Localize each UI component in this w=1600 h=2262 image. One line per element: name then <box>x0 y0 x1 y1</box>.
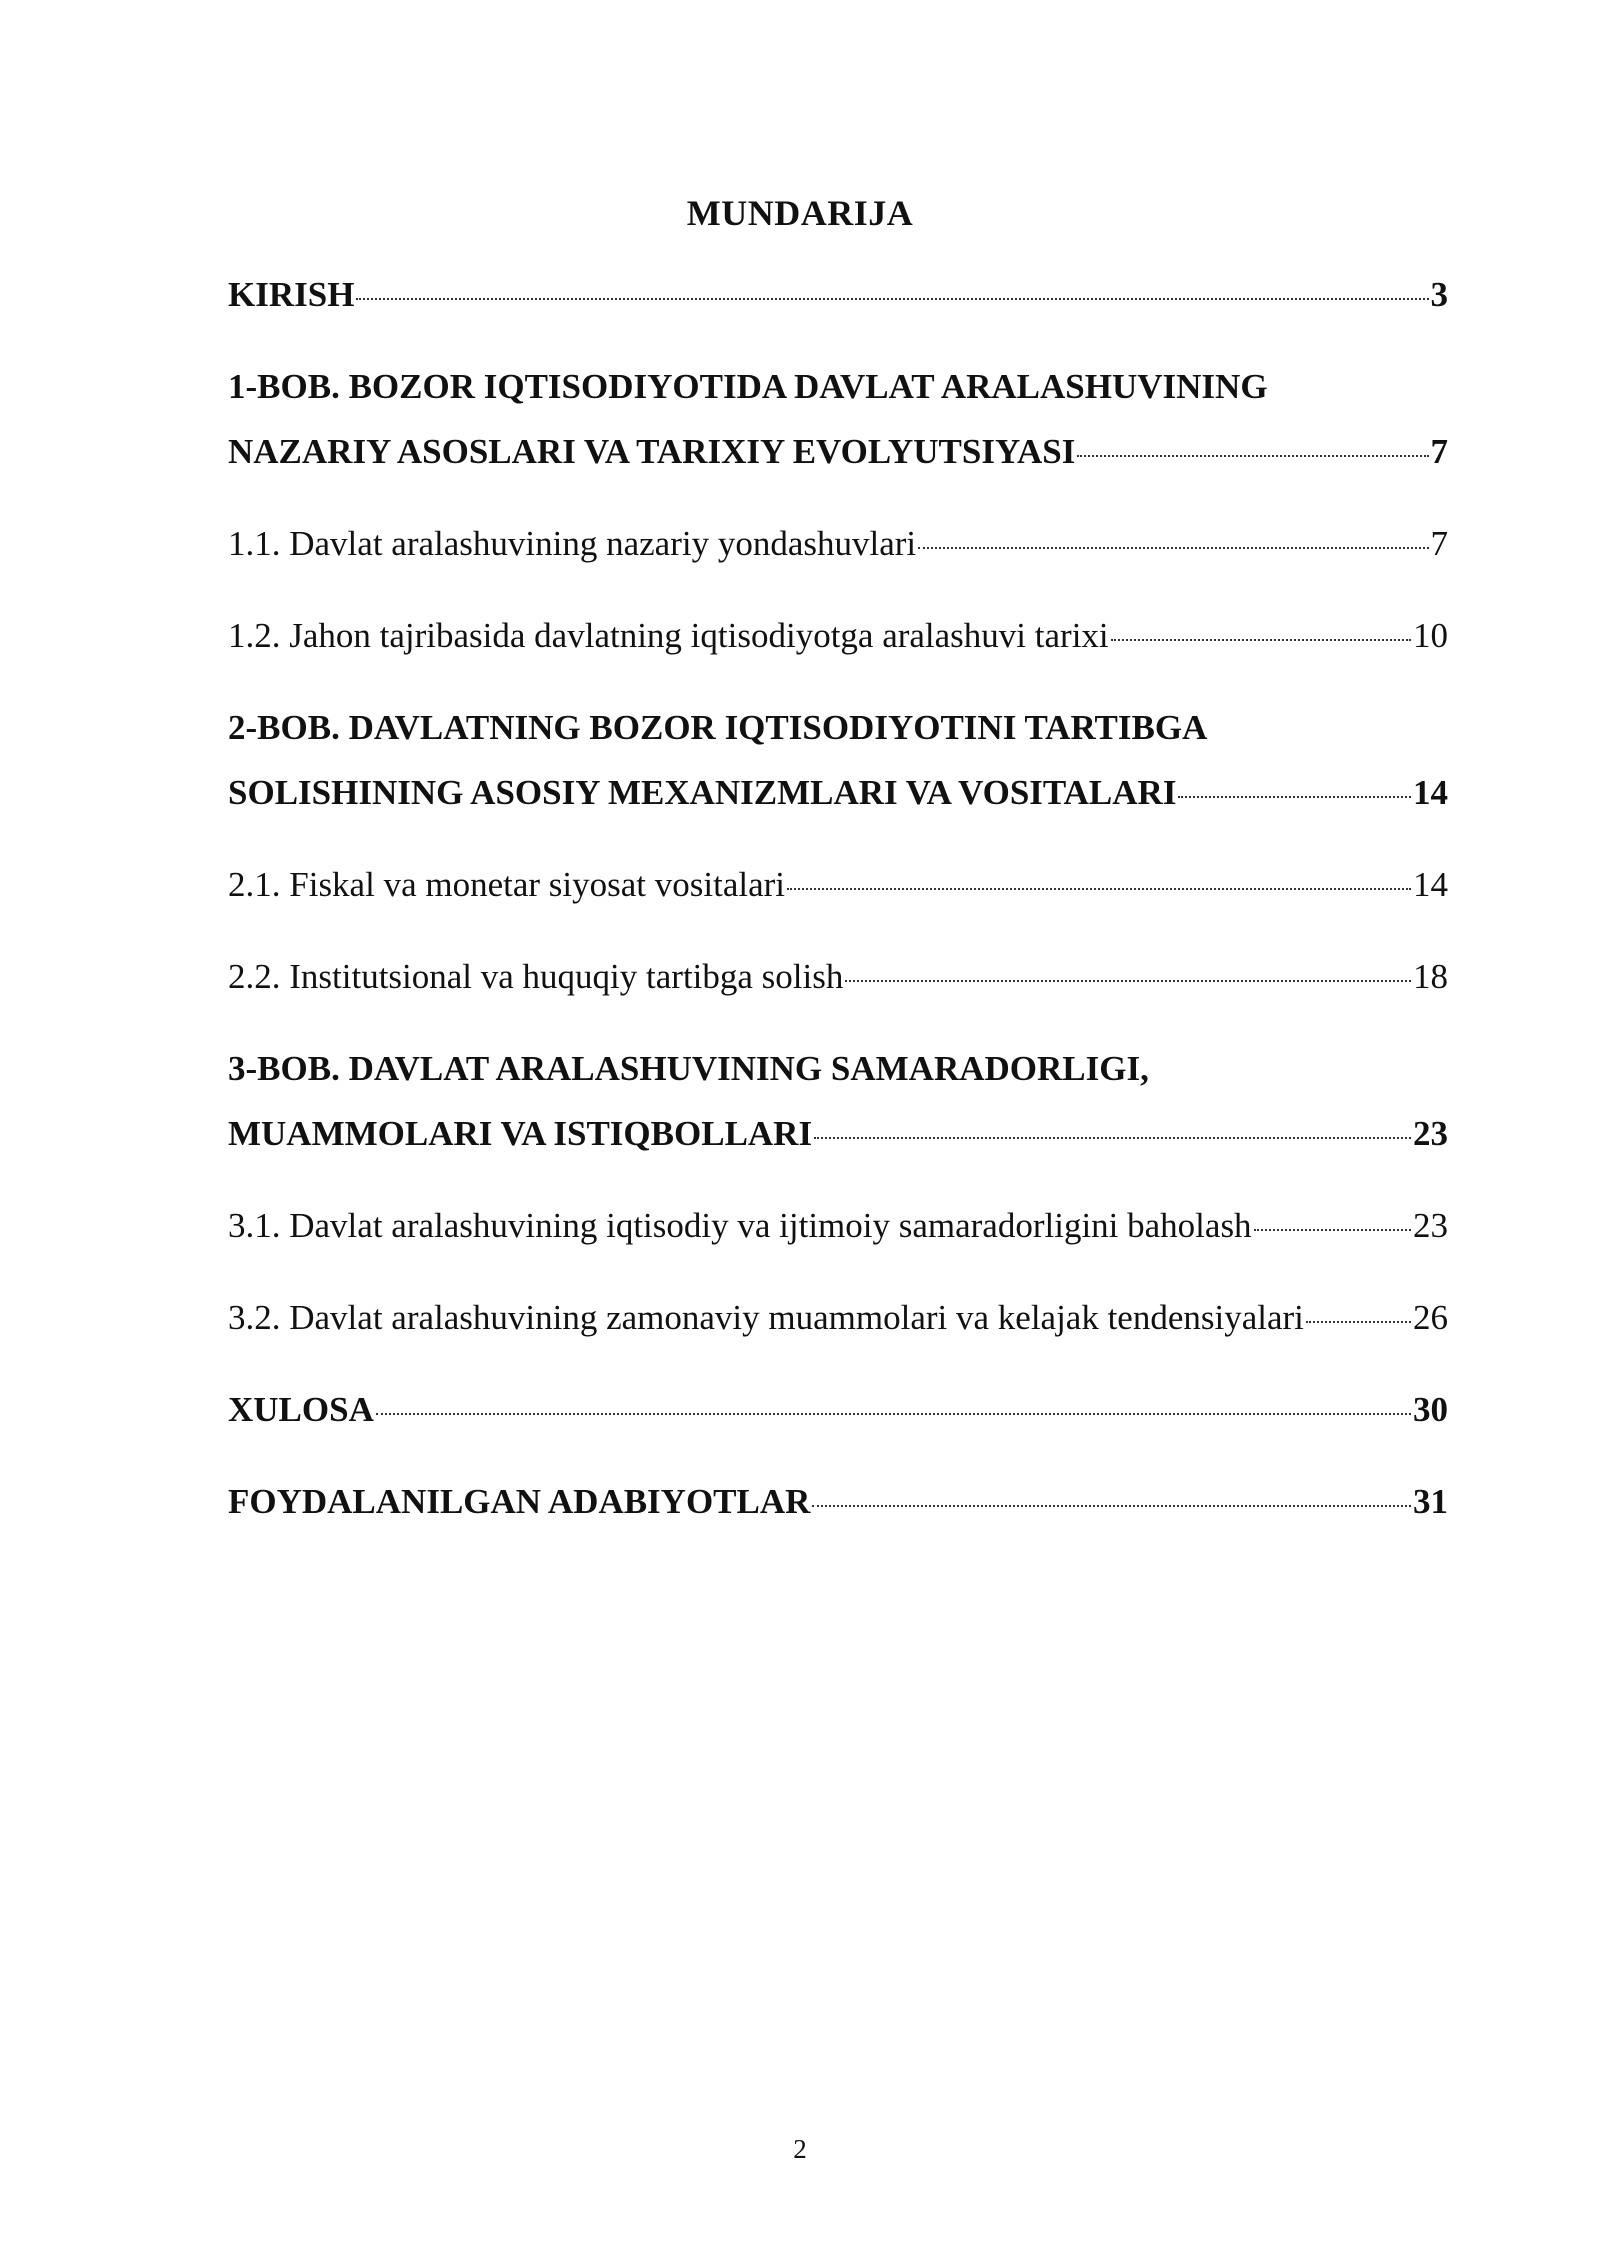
toc-entry-line <box>228 1101 1448 1166</box>
dot-leader <box>1111 639 1411 641</box>
dot-leader <box>356 298 1428 300</box>
toc-entry-line <box>228 760 1448 825</box>
dot-leader <box>1077 455 1428 457</box>
toc-entry-title: 3-BOB. DAVLAT ARALASHUVINING SAMARADORLIGI, <box>228 1049 1149 1088</box>
toc-page-number: 23 <box>1413 1114 1448 1153</box>
toc-entry-line <box>228 695 1448 760</box>
toc-entry-line <box>228 1285 1448 1350</box>
table-of-contents <box>228 262 1448 1561</box>
toc-entry-section-1-1[interactable] <box>228 511 1448 576</box>
toc-page-number: 26 <box>1413 1298 1448 1337</box>
toc-entry-chapter-3[interactable] <box>228 1036 1448 1166</box>
dot-leader <box>1306 1321 1411 1323</box>
dot-leader <box>1254 1229 1411 1231</box>
toc-entry-title: 1-BOB. BOZOR IQTISODIYOTIDA DAVLAT ARALASHUVINING <box>228 367 1268 406</box>
toc-entry-title-continued: NAZARIY ASOSLARI VA TARIXIY EVOLYUTSIYASI <box>228 432 1076 471</box>
toc-entry-title: 2-BOB. DAVLATNING BOZOR IQTISODIYOTINI TARTIBGA <box>228 708 1208 747</box>
toc-page-number: 10 <box>1413 616 1448 655</box>
toc-entry-line <box>228 511 1448 576</box>
toc-page-number: 3 <box>1430 275 1448 314</box>
toc-entry-kirish[interactable] <box>228 262 1448 327</box>
toc-entry-line <box>228 1377 1448 1442</box>
toc-entry-references[interactable] <box>228 1469 1448 1534</box>
page-number-footer: 2 <box>793 2134 807 2164</box>
toc-entry-section-2-1[interactable] <box>228 852 1448 917</box>
toc-entry-title-continued: MUAMMOLARI VA ISTIQBOLLARI <box>228 1114 813 1153</box>
toc-entry-title-continued: SOLISHINING ASOSIY MEXANIZMLARI VA VOSITALARI <box>228 773 1177 812</box>
toc-entry-title: 1.1. Davlat aralashuvining nazariy yondashuvlari <box>228 524 917 563</box>
toc-entry-line <box>228 419 1448 484</box>
toc-entry-title: 2.2. Institutsional va huquqiy tartibga solish <box>228 957 844 996</box>
toc-page-number: 7 <box>1430 524 1448 563</box>
toc-entry-title: FOYDALANILGAN ADABIYOTLAR <box>228 1482 811 1521</box>
toc-entry-section-1-2[interactable] <box>228 603 1448 668</box>
dot-leader <box>814 1137 1411 1139</box>
toc-entry-title: 1.2. Jahon tajribasida davlatning iqtisodiyotga aralashuvi tarixi <box>228 616 1109 655</box>
toc-entry-line <box>228 852 1448 917</box>
toc-entry-section-2-2[interactable] <box>228 944 1448 1009</box>
toc-entry-line <box>228 1036 1448 1101</box>
page-title: MUNDARIJA <box>686 193 914 233</box>
toc-page-number: 30 <box>1413 1390 1448 1429</box>
toc-page-number: 18 <box>1413 957 1448 996</box>
toc-entry-title: 3.2. Davlat aralashuvining zamonaviy muammolari va kelajak tendensiyalari <box>228 1298 1304 1337</box>
toc-entry-xulosa[interactable] <box>228 1377 1448 1442</box>
dot-leader <box>918 547 1428 549</box>
toc-entry-chapter-2[interactable] <box>228 695 1448 825</box>
toc-entry-line <box>228 1469 1448 1534</box>
dot-leader <box>812 1505 1411 1507</box>
toc-entry-line <box>228 944 1448 1009</box>
toc-entry-line <box>228 1193 1448 1258</box>
toc-page-number: 23 <box>1413 1206 1448 1245</box>
toc-page-number: 31 <box>1413 1482 1448 1521</box>
toc-entry-title: KIRISH <box>228 275 355 314</box>
dot-leader <box>787 888 1411 890</box>
dot-leader <box>1178 796 1411 798</box>
toc-page-number: 14 <box>1413 865 1448 904</box>
toc-entry-title: 2.1. Fiskal va monetar siyosat vositalari <box>228 865 785 904</box>
toc-entry-title: 3.1. Davlat aralashuvining iqtisodiy va ijtimoiy samaradorligini baholash <box>228 1206 1252 1245</box>
toc-entry-title: XULOSA <box>228 1390 374 1429</box>
toc-entry-section-3-1[interactable] <box>228 1193 1448 1258</box>
toc-entry-line <box>228 603 1448 668</box>
toc-entry-chapter-1[interactable] <box>228 354 1448 484</box>
dot-leader <box>845 980 1411 982</box>
dot-leader <box>376 1413 1411 1415</box>
toc-entry-line <box>228 354 1448 419</box>
toc-entry-line <box>228 262 1448 327</box>
toc-entry-section-3-2[interactable] <box>228 1285 1448 1350</box>
toc-page-number: 14 <box>1413 773 1448 812</box>
toc-page-number: 7 <box>1430 432 1448 471</box>
